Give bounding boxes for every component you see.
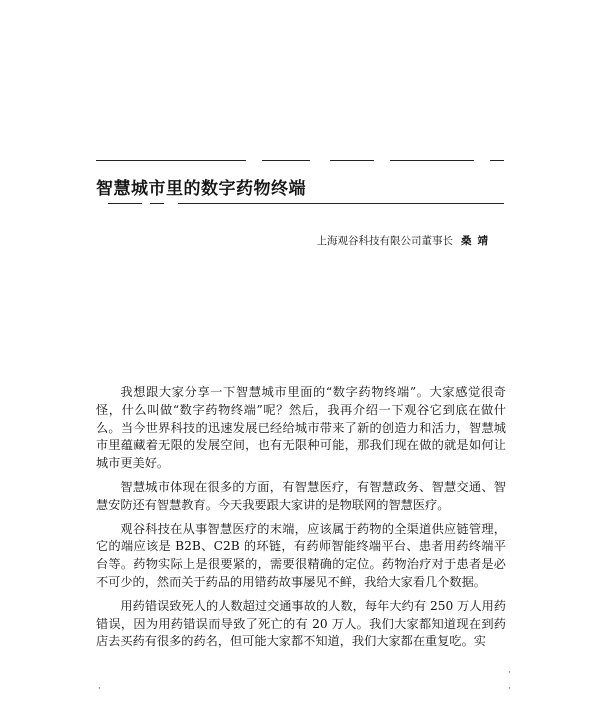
- paragraph: 智慧城市体现在很多的方面，有智慧医疗，有智慧政务、智慧交通、智慧安防还有智慧教育。今天我要跟大家讲的是物联网的智慧医疗。: [96, 479, 506, 512]
- byline: [317, 233, 495, 248]
- article-title: 智慧城市里的数字药物终端: [96, 179, 306, 199]
- paragraph: 观谷科技在从事智慧医疗的末端，应该属于药物的全渠道供应链管理，它的端应该是 B2B、C2B 的环链，有药师智能终端平台、患者用药终端平台等。药物实际上是很要紧的，需要很精确的定位。药物治疗对于患者是必不可少的，然而关于药品的用错药故事屡见不鲜，我给大家看几个数据。: [96, 521, 506, 589]
- scan-speck: ·: [508, 684, 511, 694]
- author-name: 桑靖: [461, 235, 494, 247]
- article-body: [96, 384, 506, 657]
- scan-speck: ·: [508, 668, 511, 678]
- scan-speck: ·: [98, 684, 101, 694]
- paragraph: 用药错误致死人的人数超过交通事故的人数，每年大约有 250 万人用药错误，因为用药错误而导致了死亡的有 20 万人。我们大家都知道现在到药店去买药有很多的药名，但可能大家都不知道，我们大家都在重复吃。实: [96, 598, 506, 649]
- author-affiliation: 上海观谷科技有限公司董事长: [316, 235, 453, 247]
- paragraph: 我想跟大家分享一下智慧城市里面的“数字药物终端”。大家感觉很奇怪，什么叫做“数字药物终端”呢？然后，我再介绍一下观谷它到底在做什么。当今世界科技的迅速发展已经给城市带来了新的创造力和活力，智慧城市里蕴藏着无限的发展空间，也有无限种可能，那我们现在做的就是如何让城市更美好。: [96, 385, 506, 471]
